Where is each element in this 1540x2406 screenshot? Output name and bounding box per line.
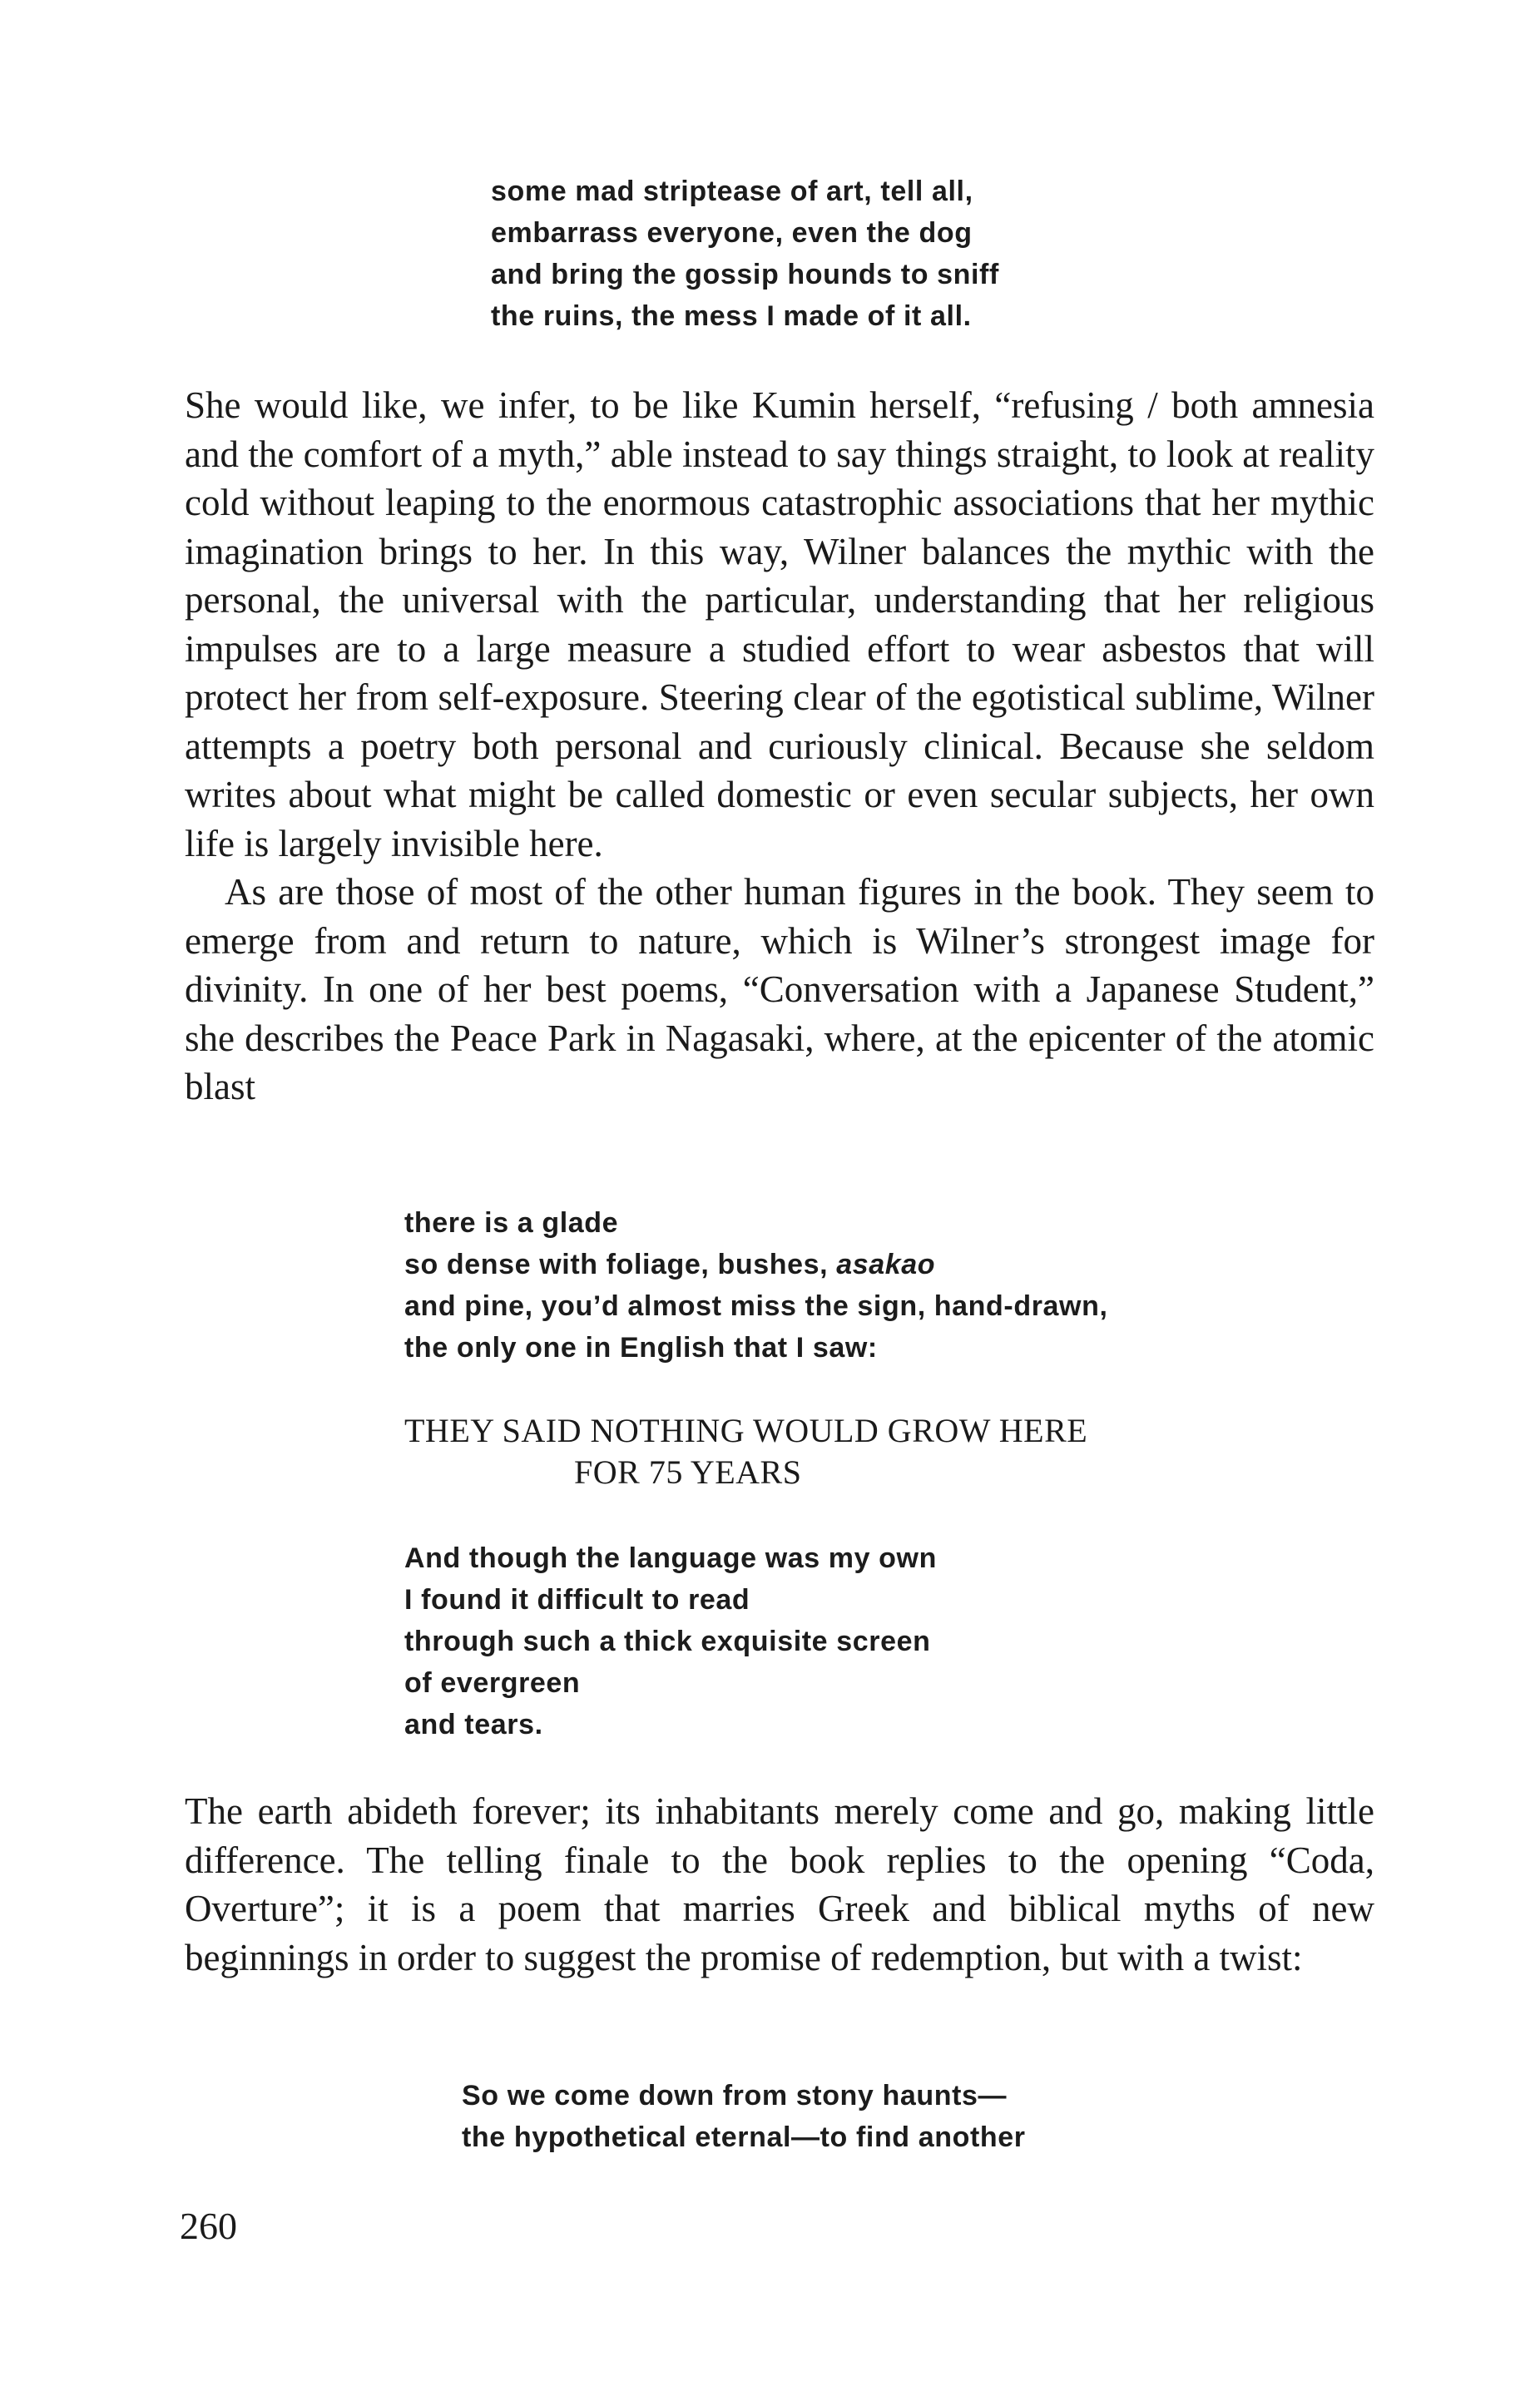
verse-line: and tears.	[404, 1709, 543, 1740]
verse-line: And though the language was my own	[404, 1542, 937, 1574]
poem-excerpt-striptease	[491, 171, 999, 337]
verse-line-text: so dense with foliage, bushes,	[404, 1249, 837, 1280]
page-number: 260	[180, 2205, 237, 2247]
verse-line: there is a glade	[404, 1207, 619, 1239]
verse-line: the only one in English that I saw:	[404, 1332, 878, 1364]
sign-text-line-2: FOR 75 YEARS	[574, 1453, 802, 1491]
poem-excerpt-stony-haunts	[462, 2075, 1026, 2158]
verse-line: embarrass everyone, even the dog	[491, 217, 973, 249]
poem-excerpt-language	[404, 1537, 937, 1745]
verse-line	[404, 1244, 1108, 1285]
verse-line: the hypothetical eternal—to find another	[462, 2121, 1026, 2153]
prose-block-2	[185, 1787, 1374, 1982]
verse-line: and pine, you’d almost miss the sign, hand-drawn,	[404, 1290, 1108, 1322]
verse-line: through such a thick exquisite screen	[404, 1626, 931, 1657]
verse-line: of evergreen	[404, 1667, 581, 1699]
verse-line: I found it difficult to read	[404, 1584, 750, 1616]
prose-block-1	[185, 381, 1374, 1111]
verse-line: So we come down from stony haunts—	[462, 2080, 1008, 2111]
paragraph-human-figures: As are those of most of the other human figures in the book. They seem to emerge from and return to nature, which is Wilner’s strongest image for divinity. In one of her best poems, “Conversation with a Japanese Student,” she describes the Peace Park in Nagasaki, where, at the epicenter of the atomic blast	[185, 871, 1374, 1107]
sign-text-line-1: THEY SAID NOTHING WOULD GROW HERE	[404, 1412, 1088, 1449]
verse-line: some mad striptease of art, tell all,	[491, 176, 973, 207]
poem-excerpt-glade	[404, 1202, 1108, 1369]
verse-line: and bring the gossip hounds to sniff	[491, 259, 999, 290]
verse-line: the ruins, the mess I made of it all.	[491, 300, 972, 332]
italic-word-asakao: asakao	[836, 1249, 936, 1280]
paragraph-earth-abideth: The earth abideth forever; its inhabitants merely come and go, making little difference. The telling finale to the book replies to the opening “Coda, Overture”; it is a poem that marries Greek and biblical myths of new beginnings in order to suggest the promise of redemption, but with a twist:	[185, 1790, 1374, 1978]
paragraph-kumin: She would like, we infer, to be like Kumin herself, “refusing / both amnesia and the comfort of a myth,” able instead to say things straight, to look at reality cold without leaping to the enormous catastrophic associations that her mythic imagination brings to her. In this way, Wilner balances the mythic with the personal, the universal with the particular, understanding that her religious impulses are to a large measure a studied effort to wear asbestos that will protect her from self-exposure. Steering clear of the egotistical sublime, Wilner attempts a poetry both personal and curiously clinical. Because she seldom writes about what might be called domestic or even secular subjects, her own life is largely invisible here.	[185, 384, 1374, 864]
